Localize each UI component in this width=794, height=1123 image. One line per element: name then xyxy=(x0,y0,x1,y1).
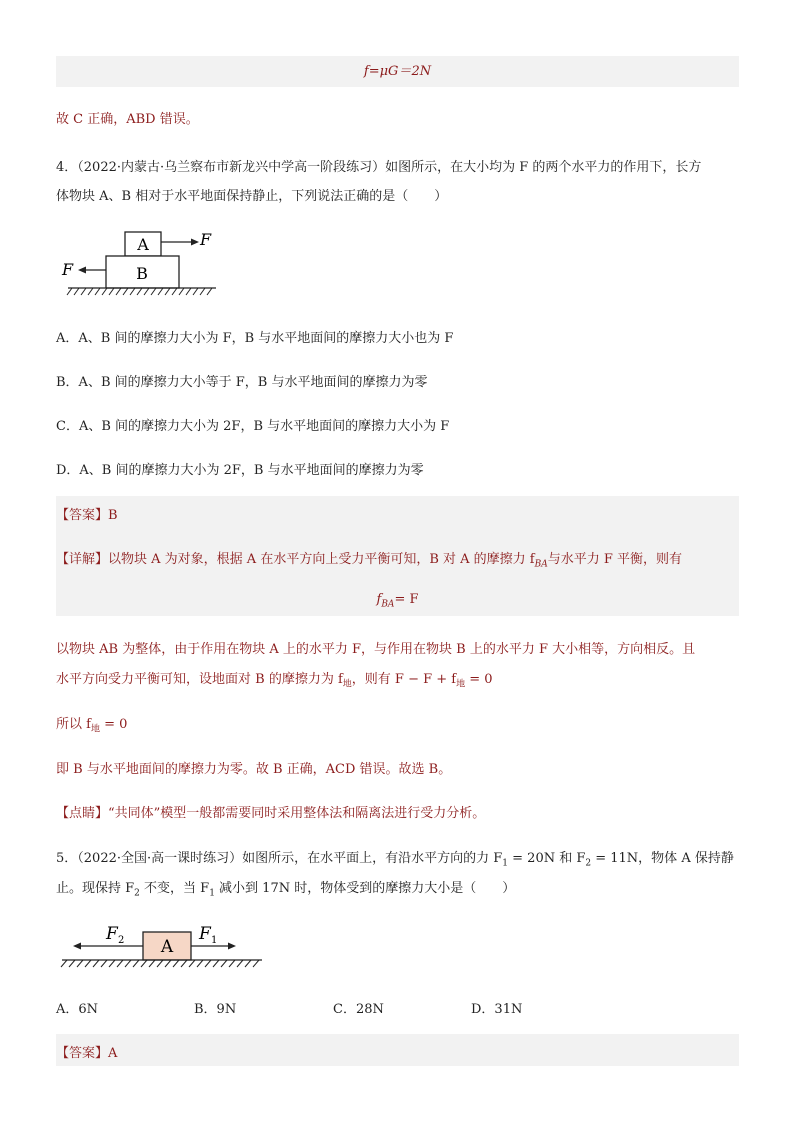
q4-option-b: B．A、B 间的摩擦力大小等于 F，B 与水平地面间的摩擦力为零 xyxy=(56,375,428,390)
q5-option-c: C．28N xyxy=(333,1002,384,1017)
q4-para1-line2b: ，则有 F − F + f xyxy=(351,672,457,687)
q5-option-a: A．6N xyxy=(56,1002,99,1017)
q4-ground-hatch xyxy=(67,288,212,295)
q4-para1-line2 xyxy=(56,668,493,690)
q5-f2-label: F xyxy=(106,924,118,944)
q4-detail-sub: BA xyxy=(534,559,548,570)
q4-stem-line2: 体物块 A、B 相对于水平地面保持静止，下列说法正确的是（ ） xyxy=(56,189,448,204)
q5-stem-line1a: 5．（2022·全国·高一课时练习）如图所示，在水平面上，有沿水平方向的力 F xyxy=(56,851,503,866)
q4-block-a-label: A xyxy=(137,235,149,254)
q4-option-c: C．A、B 间的摩擦力大小为 2F，B 与水平地面间的摩擦力大小为 F xyxy=(56,419,450,434)
q4-answer xyxy=(56,504,118,523)
q5-figure xyxy=(58,918,266,970)
q4-stem-line1: 4．（2022·内蒙古·乌兰察布市新龙兴中学高一阶段练习）如图所示，在大小均为 F 的两个水平力的作用下，长方 xyxy=(56,160,702,175)
q5-stem-sub4: 1 xyxy=(209,888,215,899)
q4-detail xyxy=(56,548,682,570)
q4-option-a: A．A、B 间的摩擦力大小为 F，B 与水平地面间的摩擦力大小也为 F xyxy=(56,331,454,346)
q4-para2a: 所以 f xyxy=(56,717,91,732)
formula-top: f=μG＝2N xyxy=(363,64,432,79)
q5-stem-sub3: 2 xyxy=(134,888,140,899)
q4-para2-sub: 地 xyxy=(90,724,100,735)
q5-stem-line2b: 不变，当 F xyxy=(139,881,210,896)
q5-ground-hatch xyxy=(61,960,259,967)
q4-tip-text: “共同体”模型一般都需要同时采用整体法和隔离法进行受力分析。 xyxy=(108,806,486,821)
q4-para1-sub2: 地 xyxy=(456,679,466,690)
q4-formula1-rest: = F xyxy=(394,592,419,607)
q5-stem-sub1: 1 xyxy=(502,858,509,869)
q5-stem-line1b: = 20N 和 F xyxy=(508,851,586,866)
q4-force-right-arrowhead xyxy=(191,239,199,246)
q4-answer-label: 【答案】 xyxy=(56,508,109,523)
q4-para1-line2a: 水平方向受力平衡可知，设地面对 B 的摩擦力为 f xyxy=(56,672,343,687)
q4-detail-text2: 与水平力 F 平衡，则有 xyxy=(547,552,683,567)
q5-stem-line2a: 止。现保持 F xyxy=(56,881,135,896)
q4-tip-label: 【点睛】 xyxy=(56,806,109,821)
q4-para2b: = 0 xyxy=(99,717,128,732)
q5-stem-line1c: = 11N，物体 A 保持静 xyxy=(591,851,734,866)
q5-block-a-label: A xyxy=(160,937,174,957)
q5-f1-arrowhead xyxy=(228,943,236,950)
q4-detail-text: 以物块 A 为对象，根据 A 在水平方向上受力平衡可知，B 对 A 的摩擦力 f xyxy=(108,552,535,567)
q3-conclusion: 故 C 正确，ABD 错误。 xyxy=(56,112,199,127)
q5-f1-sub: 1 xyxy=(211,935,218,946)
q5-answer xyxy=(56,1042,117,1061)
q4-tip xyxy=(56,802,485,821)
q4-detail-label: 【详解】 xyxy=(56,552,109,567)
formula-band-top xyxy=(56,56,739,87)
q5-f2-arrowhead xyxy=(73,943,81,950)
q5-f1-label: F xyxy=(199,924,211,944)
q4-force-right-label: F xyxy=(200,230,212,249)
q5-f2-sub: 2 xyxy=(118,935,125,946)
q5-stem-line1 xyxy=(56,847,734,869)
q4-answer-value: B xyxy=(108,508,118,523)
q5-option-b: B．9N xyxy=(194,1002,237,1017)
q4-formula1-f: f xyxy=(376,592,382,607)
q5-answer-value: A xyxy=(108,1046,118,1061)
q5-answer-label: 【答案】 xyxy=(56,1046,109,1061)
q4-para2 xyxy=(56,713,127,735)
q4-figure xyxy=(58,224,228,300)
q4-block-b-label: B xyxy=(136,264,148,283)
q5-option-d: D．31N xyxy=(471,1002,523,1017)
q5-stem-line2 xyxy=(56,877,515,899)
q4-para1-line2c: = 0 xyxy=(465,672,493,687)
q4-force-left-label: F xyxy=(62,260,74,279)
q4-option-d: D．A、B 间的摩擦力大小为 2F，B 与水平地面间的摩擦力为零 xyxy=(56,463,424,478)
q4-formula1 xyxy=(56,592,739,610)
q5-answer-band xyxy=(56,1034,739,1066)
q4-para1-line1: 以物块 AB 为整体，由于作用在物块 A 上的水平力 F，与作用在物块 B 上的水平力 F 大小相等，方向相反。且 xyxy=(56,642,696,657)
q4-para3: 即 B 与水平地面间的摩擦力为零。故 B 正确，ACD 错误。故选 B。 xyxy=(56,762,452,777)
q4-formula1-sub: BA xyxy=(381,599,395,610)
q5-stem-line2c: 减小到 17N 时，物体受到的摩擦力大小是（ ） xyxy=(214,881,516,896)
q4-para1-sub1: 地 xyxy=(342,679,352,690)
q5-stem-sub2: 2 xyxy=(585,858,592,869)
q4-force-left-arrowhead xyxy=(78,267,86,274)
